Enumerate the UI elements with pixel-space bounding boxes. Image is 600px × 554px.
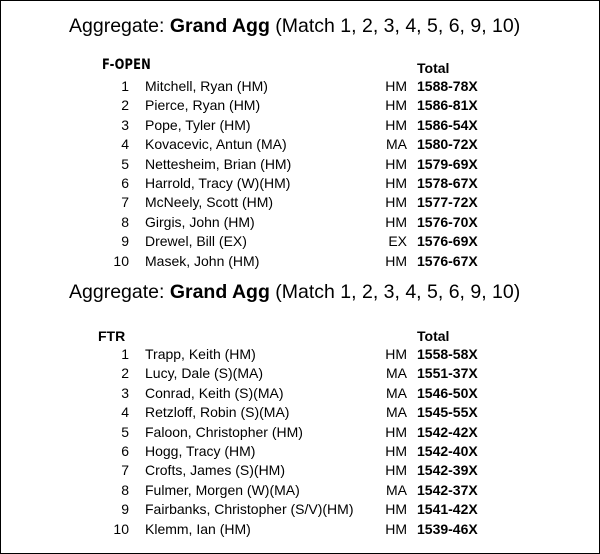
place-number: 2	[121, 365, 129, 382]
shooter-class: MA	[386, 384, 407, 401]
shooter-name: Drewel, Bill (EX)	[145, 233, 247, 250]
shooter-name: McNeely, Scott (HM)	[145, 194, 274, 211]
total-score: 1576-69X	[417, 233, 478, 250]
aggregate-name: Grand Agg	[169, 15, 270, 37]
place-number: 3	[121, 116, 129, 133]
place-number: 7	[121, 462, 129, 479]
total-score: 1576-67X	[417, 252, 478, 269]
shooter-class: HM	[385, 501, 407, 518]
shooter-name: Klemm, Ian (HM)	[145, 520, 251, 537]
total-score: 1546-50X	[417, 384, 478, 401]
shooter-class: HM	[385, 155, 407, 172]
result-row	[1, 117, 600, 137]
shooter-name: Crofts, James (S)(HM)	[145, 462, 285, 479]
result-row	[1, 78, 600, 98]
shooter-name: Faloon, Christopher (HM)	[145, 423, 303, 440]
place-number: 9	[121, 501, 129, 518]
total-score: 1579-69X	[417, 155, 478, 172]
place-number: 8	[121, 213, 129, 230]
shooter-class: MA	[386, 136, 407, 153]
total-score: 1542-39X	[417, 462, 478, 479]
place-number: 9	[121, 233, 129, 250]
shooter-class: HM	[385, 97, 407, 114]
total-column-header: Total	[417, 60, 450, 76]
place-number: 4	[121, 404, 129, 421]
shooter-class: HM	[385, 194, 407, 211]
total-score: 1577-72X	[417, 194, 478, 211]
result-row	[1, 97, 600, 117]
result-row	[1, 253, 600, 273]
total-score: 1586-81X	[417, 97, 478, 114]
result-row	[1, 404, 600, 424]
place-number: 2	[121, 97, 129, 114]
aggregate-prefix: Aggregate:	[69, 15, 170, 37]
division-label: F-OPEN	[102, 57, 151, 73]
shooter-class: HM	[385, 213, 407, 230]
result-row	[1, 385, 600, 405]
total-score: 1558-58X	[417, 346, 478, 362]
result-row	[1, 233, 600, 253]
total-score: 1580-72X	[417, 136, 478, 153]
result-row	[1, 194, 600, 214]
shooter-name: Conrad, Keith (S)(MA)	[145, 384, 284, 401]
division-label: FTR	[98, 328, 126, 344]
shooter-class: HM	[385, 175, 407, 191]
place-number: 6	[121, 175, 129, 191]
shooter-class: MA	[386, 481, 407, 498]
result-row	[1, 462, 600, 482]
shooter-name: Lucy, Dale (S)(MA)	[145, 365, 263, 382]
place-number: 7	[121, 194, 129, 211]
place-number: 8	[121, 481, 129, 498]
shooter-class: HM	[385, 443, 407, 459]
shooter-class: HM	[385, 116, 407, 133]
place-number: 5	[121, 423, 129, 440]
shooter-name: Mitchell, Ryan (HM)	[145, 78, 268, 94]
shooter-class: HM	[385, 423, 407, 440]
result-row	[1, 482, 600, 502]
shooter-name: Pope, Tyler (HM)	[145, 116, 251, 133]
shooter-name: Hogg, Tracy (HM)	[145, 443, 256, 459]
aggregate-title	[69, 15, 520, 38]
shooter-name: Harrold, Tracy (W)(HM)	[145, 175, 291, 191]
result-row	[1, 346, 600, 366]
total-score: 1578-67X	[417, 175, 478, 191]
place-number: 10	[113, 252, 129, 269]
shooter-class: HM	[385, 462, 407, 479]
total-score: 1586-54X	[417, 116, 478, 133]
result-row	[1, 175, 600, 195]
shooter-class: MA	[386, 404, 407, 421]
place-number: 10	[113, 520, 129, 537]
aggregate-prefix: Aggregate:	[69, 281, 170, 303]
result-row	[1, 156, 600, 176]
place-number: 6	[121, 443, 129, 459]
shooter-name: Girgis, John (HM)	[145, 213, 255, 230]
shooter-name: Fulmer, Morgen (W)(MA)	[145, 481, 300, 498]
place-number: 5	[121, 155, 129, 172]
aggregate-name: Grand Agg	[169, 281, 270, 303]
aggregate-matches: (Match 1, 2, 3, 4, 5, 6, 9, 10)	[269, 281, 521, 303]
shooter-name: Trapp, Keith (HM)	[145, 346, 256, 362]
place-number: 4	[121, 136, 129, 153]
result-row	[1, 136, 600, 156]
place-number: 1	[121, 346, 129, 362]
result-row	[1, 443, 600, 463]
shooter-class: HM	[385, 78, 407, 94]
total-column-header: Total	[417, 328, 450, 344]
result-row	[1, 365, 600, 385]
shooter-class: EX	[388, 233, 407, 250]
shooter-class: HM	[385, 520, 407, 537]
total-score: 1539-46X	[417, 520, 478, 537]
total-score: 1542-40X	[417, 443, 478, 459]
shooter-name: Masek, John (HM)	[145, 252, 260, 269]
result-row	[1, 501, 600, 521]
result-row	[1, 424, 600, 444]
shooter-name: Retzloff, Robin (S)(MA)	[145, 404, 290, 421]
shooter-name: Kovacevic, Antun (MA)	[145, 136, 287, 153]
shooter-class: HM	[385, 252, 407, 269]
result-row	[1, 521, 600, 541]
aggregate-matches: (Match 1, 2, 3, 4, 5, 6, 9, 10)	[269, 15, 521, 37]
shooter-name: Pierce, Ryan (HM)	[145, 97, 261, 114]
place-number: 1	[121, 78, 129, 94]
shooter-class: MA	[386, 365, 407, 382]
total-score: 1576-70X	[417, 213, 478, 230]
total-score: 1542-37X	[417, 481, 478, 498]
total-score: 1551-37X	[417, 365, 478, 382]
total-score: 1588-78X	[417, 78, 478, 94]
total-score: 1541-42X	[417, 501, 478, 518]
result-row	[1, 214, 600, 234]
aggregate-title	[69, 281, 520, 304]
total-score: 1545-55X	[417, 404, 478, 421]
shooter-name: Nettesheim, Brian (HM)	[145, 155, 292, 172]
total-score: 1542-42X	[417, 423, 478, 440]
shooter-name: Fairbanks, Christopher (S/V)(HM)	[145, 501, 354, 518]
place-number: 3	[121, 384, 129, 401]
shooter-class: HM	[385, 346, 407, 362]
